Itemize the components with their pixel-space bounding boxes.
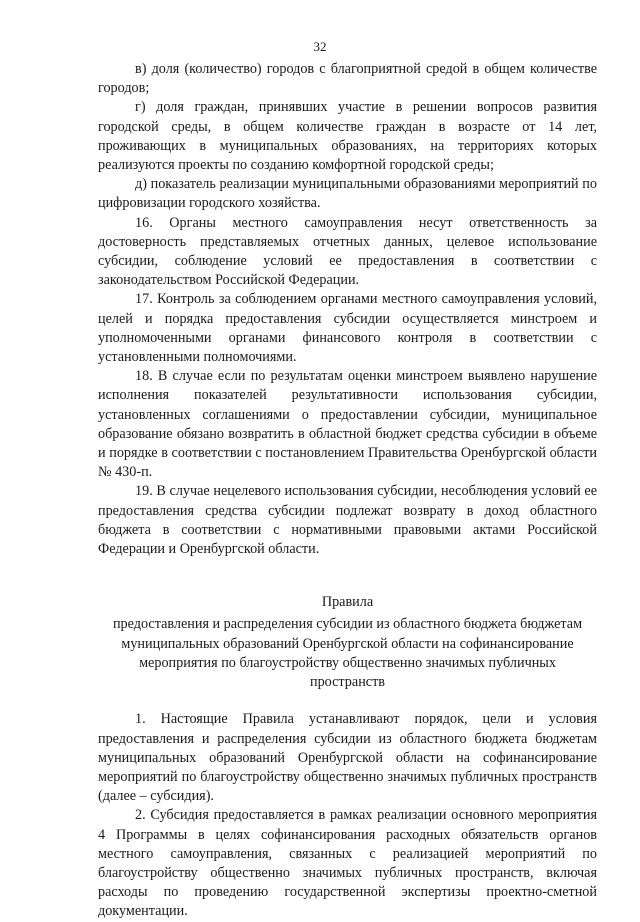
paragraph-16: 16. Органы местного самоуправления несут ответственность за достоверность представляемых отчетных данных, целевое использование субсидии, соблюдение условий ее предоставления в соответствии с законодательством Российской Федерации. [98,214,597,289]
paragraph-19: 19. В случае нецелевого использования субсидии, несоблюдения условий ее предоставления средства субсидии подлежат возврату в доход областного бюджета в соответствии с нормативными правовыми актами Российской Федерации и Оренбургской области. [98,483,597,558]
paragraph-17: 17. Контроль за соблюдением органами местного самоуправления условий, целей и порядка предоставления субсидии осуществляется минстроем и уполномоченными органами финансового контроля в соответствии с установленными полномочиями. [98,291,597,366]
paragraph-rule-2: 2. Субсидия предоставляется в рамках реализации основного мероприятия 4 Программы в целях софинансирования расходных обязательств органов местного самоуправления, связанных с реализацией мероприятий по благоустройству общественно значимых публичных пространств, включая расходы по проведению государственной экспертизы проектно-сметной документации. [98,807,597,920]
paragraph-18: 18. В случае если по результатам оценки минстроем выявлено нарушение исполнения показателей результативности использования субсидии, установленных соглашениями о предоставлении субсидии, муниципальное образование обязано возвратить в областной бюджет средства субсидии в объеме и порядке в соответствии с постановлением Правительства Оренбургской области № 430-п. [98,368,597,481]
page-number: 32 [313,39,327,54]
rules-subtitle: предоставления и распределения субсидии из областного бюджета бюджетам муниципальных образований Оренбургской области на софинансирование мероприятия по благоустройству общественно значимых публичных пространств [112,616,583,691]
document-body [98,60,597,922]
rules-title: Правила [321,594,374,611]
section-rules-body [98,710,597,921]
paragraph-item-v: в) доля (количество) городов с благоприятной средой в общем количестве городов; [98,61,597,97]
paragraph-item-g: г) доля граждан, принявших участие в решении вопросов развития городской среды, в общем количестве граждан в возрасте от 14 лет, проживающих в муниципальных образованиях, на территориях которых реализуются проекты по созданию комфортной городской среды; [98,99,597,174]
paragraph-item-d: д) показатель реализации муниципальными образованиями мероприятий по цифровизации городского хозяйства. [98,176,597,212]
rules-heading [98,593,597,692]
spacer [98,692,597,710]
section-list-items [98,60,597,559]
paragraph-rule-1: 1. Настоящие Правила устанавливают порядок, цели и условия предоставления и распределения субсидии из областного бюджета бюджетам муниципальных образований Оренбургской области на софинансирование мероприятий по благоустройству общественно значимых публичных пространств (далее – субсидия). [98,711,597,805]
